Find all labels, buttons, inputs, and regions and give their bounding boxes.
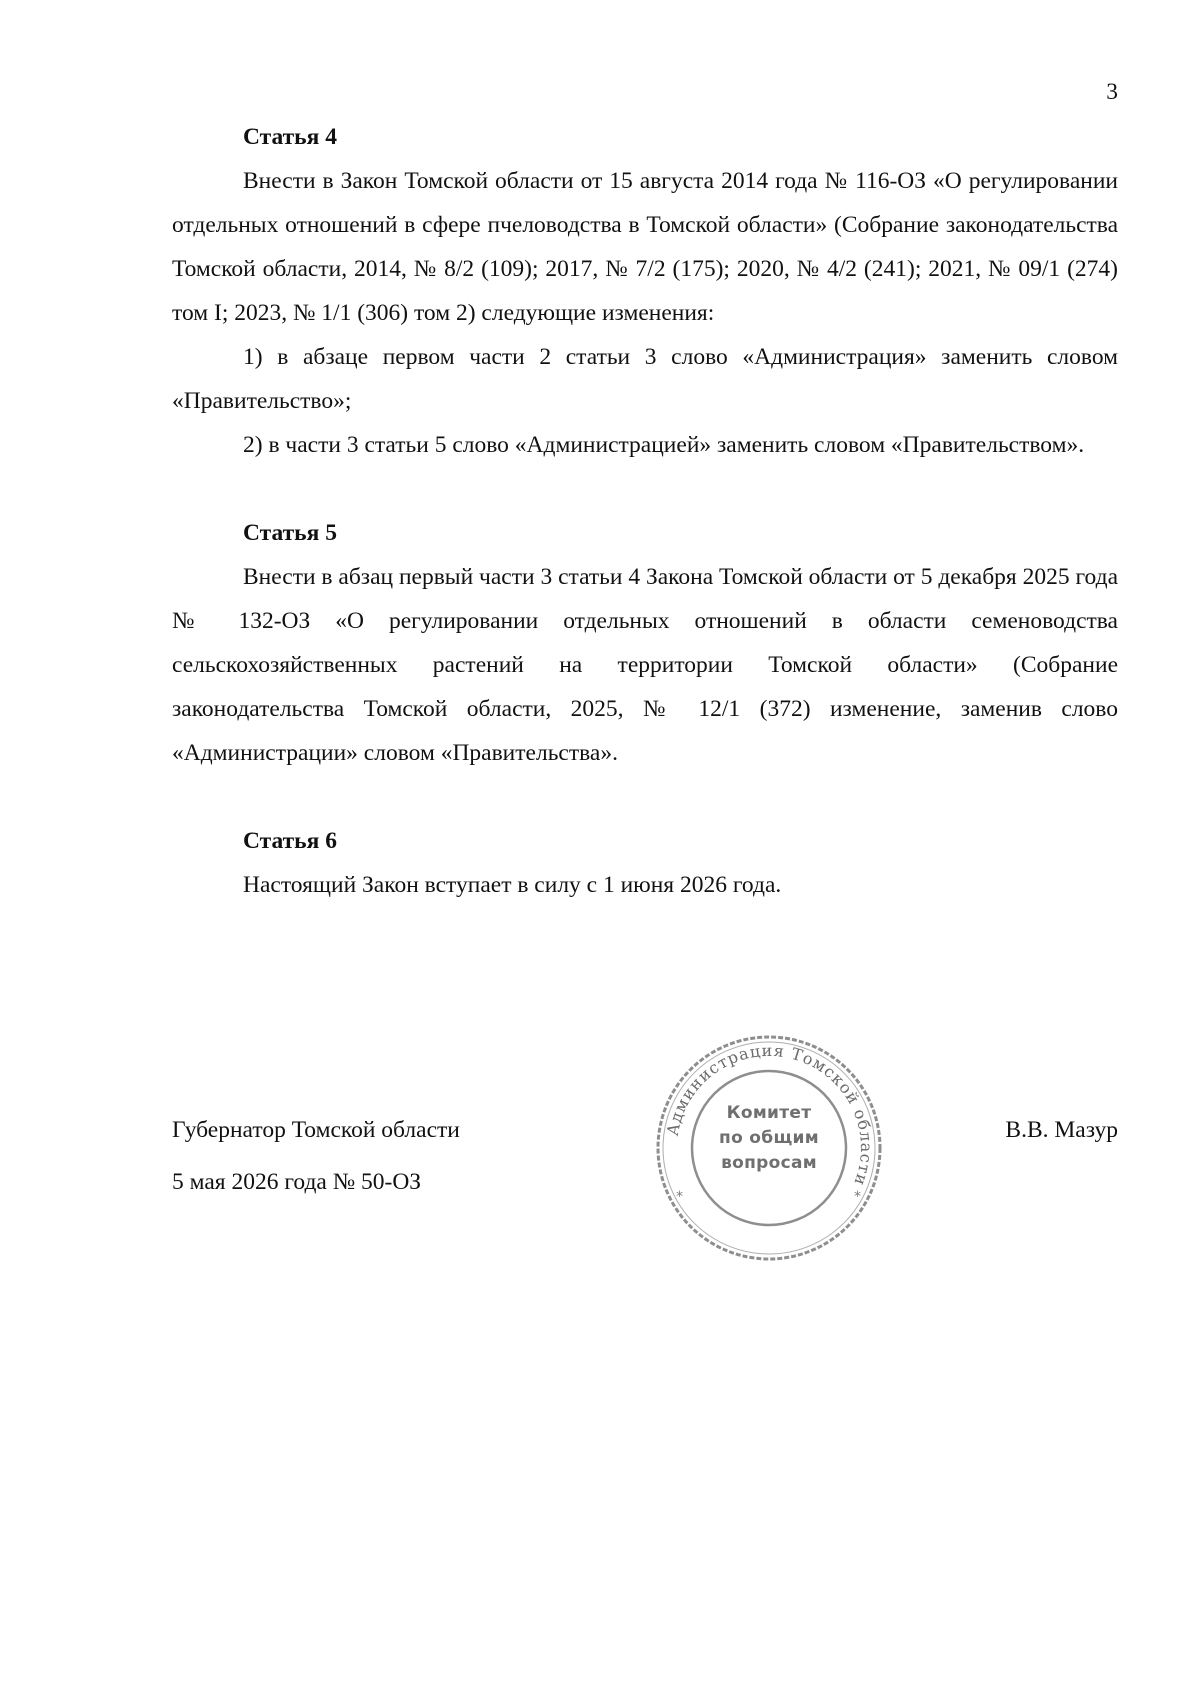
law-date-number: 5 мая 2026 года № 50-ОЗ [172,1169,422,1195]
seal-ring-text: Администрация Томской области [662,1040,877,1189]
article-paragraph: 2) в части 3 статьи 5 слово «Администрацией» заменить словом «Правительством». [243,432,1085,458]
svg-text:*: * [854,1189,861,1205]
article-5 [172,511,1118,775]
section-gap [172,775,1118,819]
seal-center-text [702,1101,836,1176]
article-heading: Статья 6 [243,828,337,854]
document-body [172,115,1118,907]
article-6 [172,819,1118,907]
seal-center-line: Комитет [726,1103,812,1123]
svg-text:*: * [676,1189,683,1205]
article-paragraph: Внести в абзац первый части 3 статьи 4 Закона Томской области от 5 декабря 2025 года № 132-ОЗ «О регулировании отдельных отношений в области семеноводства сельскохозяйственных растений на территории Томской области» (Собрание законодательства Томской области, 2025, № 12/1 (372) изменение, заменив слово «Администрации» словом «Правительства». [172,564,1118,766]
article-paragraph: Настоящий Закон вступает в силу с 1 июня 2026 года. [243,872,782,898]
seal-center-line: вопросам [721,1153,817,1173]
seal-center-line: по общим [719,1128,819,1148]
article-4 [172,115,1118,467]
article-paragraph: Внести в Закон Томской области от 15 августа 2014 года № 116-ОЗ «О регулировании отдельных отношений в сфере пчеловодства в Томской области» (Собрание законодательства Томской области, 2014, № 8/2 (109); 2017, № 7/2 (175); 2020, № 4/2 (241); 2021, № 09/1 (274) том I; 2023, № 1/1 (306) том 2) следующие изменения: [172,168,1118,326]
signatory-position: Губернатор Томской области [172,1117,460,1143]
page-number: 3 [1106,79,1118,105]
section-gap [172,467,1118,511]
article-heading: Статья 4 [243,124,337,150]
article-heading: Статья 5 [243,520,337,546]
signatory-name: В.В. Мазур [1005,1117,1118,1143]
signature-block [172,1104,460,1208]
official-seal [654,1033,884,1263]
article-paragraph: 1) в абзаце первом части 2 статьи 3 слово «Администрация» заменить словом «Правительство»; [172,344,1118,414]
